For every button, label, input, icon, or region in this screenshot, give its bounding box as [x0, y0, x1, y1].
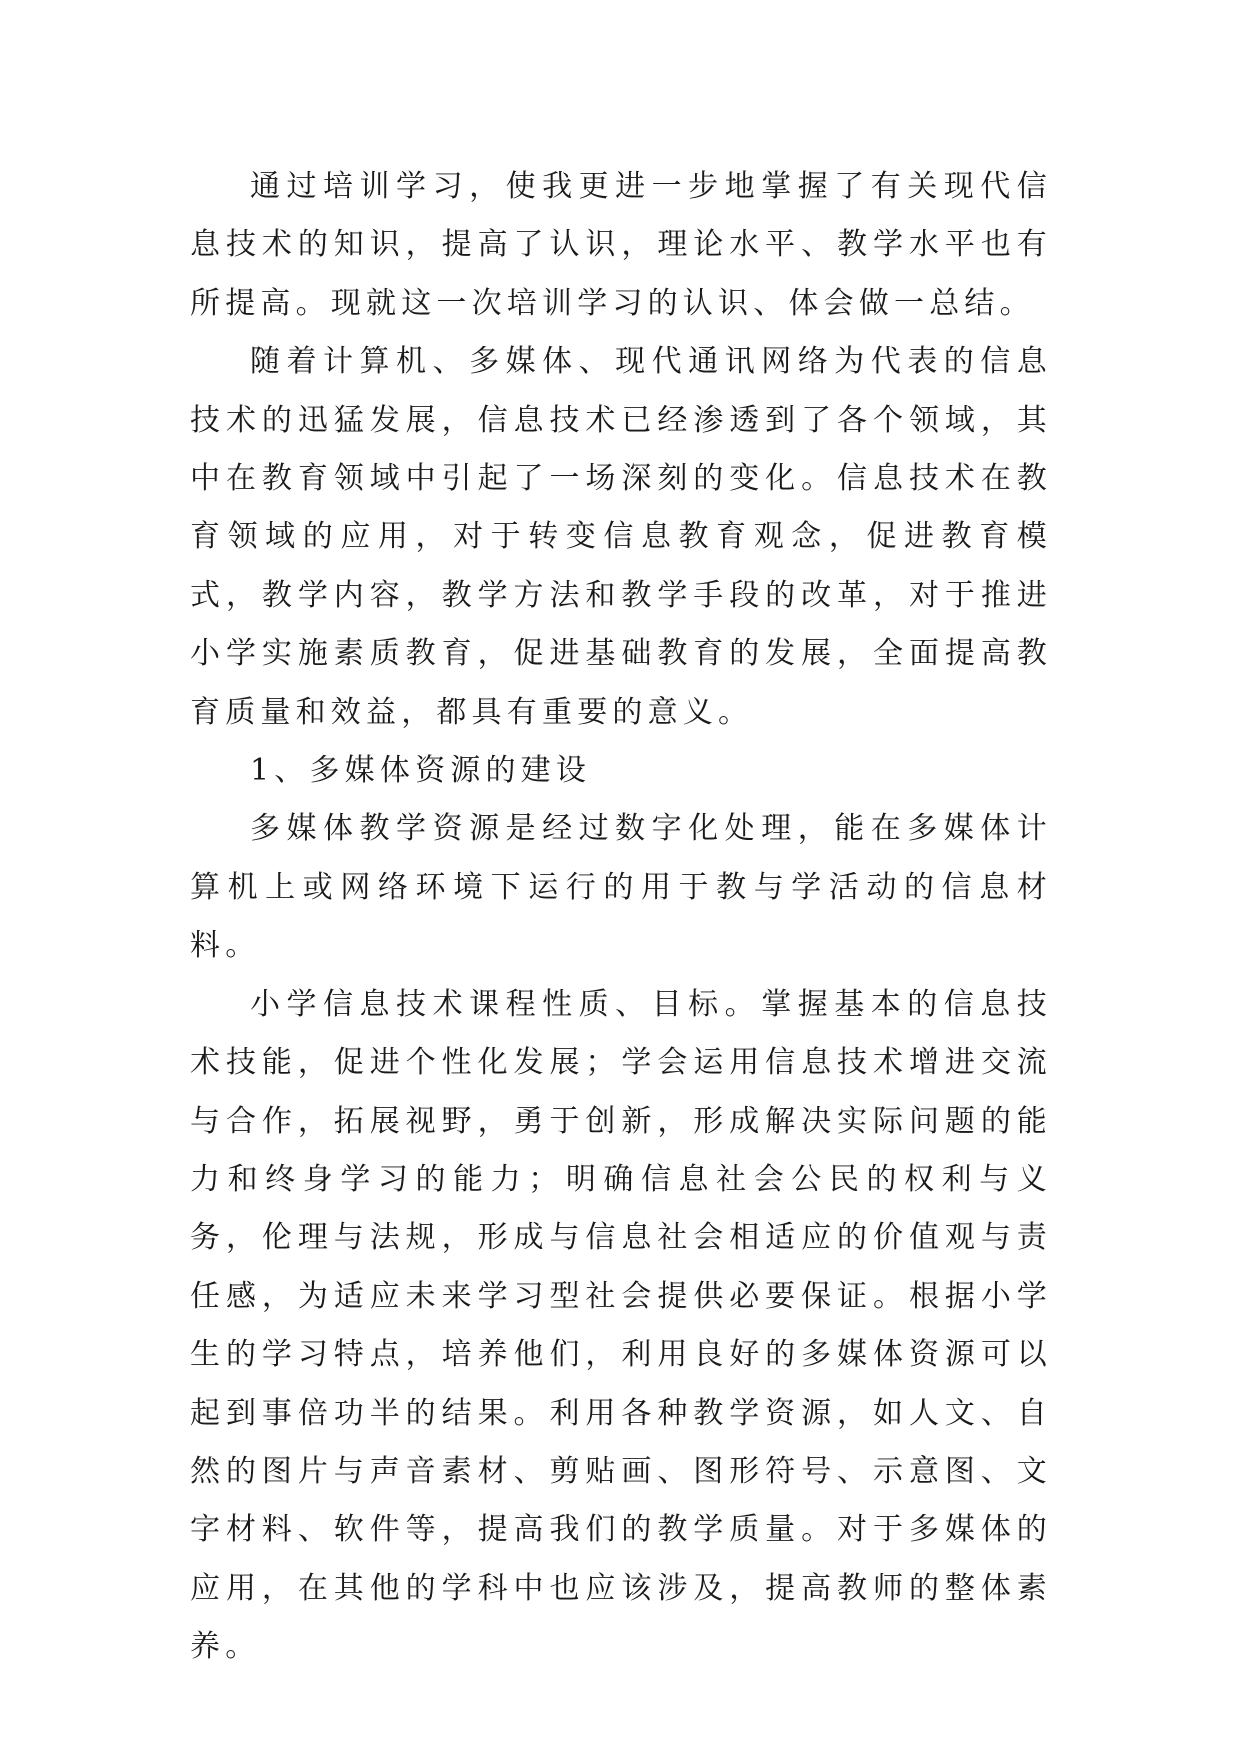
paragraph-multimedia-definition: 多媒体教学资源是经过数字化处理，能在多媒体计算机上或网络环境下运行的用于教与学活动的信息材料。 [190, 811, 1052, 964]
paragraph-course-goals: 小学信息技术课程性质、目标。掌握基本的信息技术技能，促进个性化发展；学会运用信息技术增进交流与合作，拓展视野，勇于创新，形成解决实际问题的能力和终身学习的能力；明确信息社会公民的权利与义务，伦理与法规，形成与信息社会相适应的价值观与责任感，为适应未来学习型社会提供必要保证。根据小学生的学习特点，培养他们，利用良好的多媒体资源可以起到事倍功半的结果。利用各种教学资源，如人文、自然的图片与声音素材、剪贴画、图形符号、示意图、文字材料、软件等，提高我们的教学质量。对于多媒体的应用，在其他的学科中也应该涉及，提高教师的整体素养。 [190, 986, 1052, 1665]
document-body [190, 158, 1052, 1677]
paragraph-training-intro: 通过培训学习，使我更进一步地掌握了有关现代信息技术的知识，提高了认识，理论水平、教学水平也有所提高。现就这一次培训学习的认识、体会做一总结。 [190, 169, 1052, 321]
paragraph-it-development: 随着计算机、多媒体、现代通讯网络为代表的信息技术的迅猛发展，信息技术已经渗透到了各个领域，其中在教育领域中引起了一场深刻的变化。信息技术在教育领域的应用，对于转变信息教育观念，促进教育模式，教学内容，教学方法和教学手段的改革，对于推进小学实施素质教育，促进基础教育的发展，全面提高教育质量和效益，都具有重要的意义。 [190, 344, 1052, 730]
section-heading-multimedia-resources: 1、多媒体资源的建设 [250, 753, 592, 789]
